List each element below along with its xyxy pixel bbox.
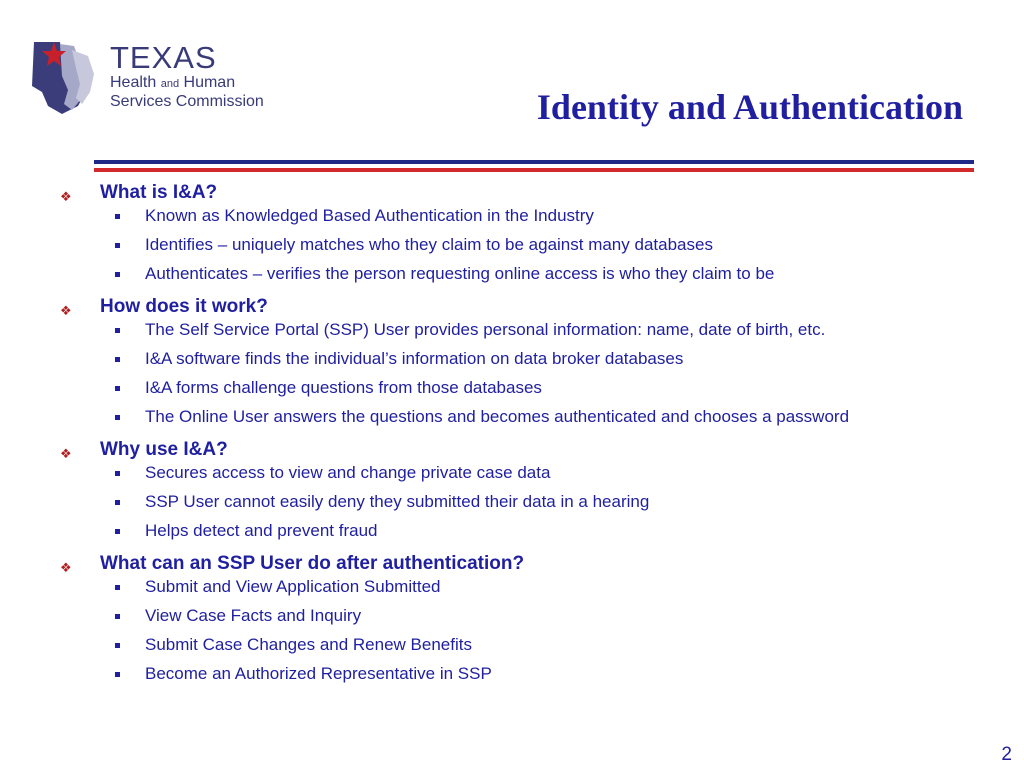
square-bullet-icon [115, 415, 120, 420]
square-bullet-icon [115, 386, 120, 391]
square-bullet-icon [115, 357, 120, 362]
diamond-bullet-icon: ❖ [60, 303, 72, 318]
header-rule-red [94, 168, 974, 172]
list-item [58, 577, 988, 597]
list-item-text: Known as Knowledged Based Authentication in the Industry [145, 206, 594, 225]
list-item-text: Become an Authorized Representative in SSP [145, 664, 492, 683]
list-item [58, 206, 988, 226]
section-heading [58, 296, 988, 318]
list-item [58, 378, 988, 398]
square-bullet-icon [115, 471, 120, 476]
list-item-text: Authenticates – verifies the person requesting online access is who they claim to be [145, 264, 775, 283]
logo-title: TEXAS [110, 40, 217, 75]
page-number: 2 [1001, 744, 1012, 765]
list-item [58, 320, 988, 340]
square-bullet-icon [115, 500, 120, 505]
square-bullet-icon [115, 243, 120, 248]
bullet-list [58, 320, 988, 427]
list-item-text: Helps detect and prevent fraud [145, 521, 378, 540]
list-item-text: Identifies – uniquely matches who they claim to be against many databases [145, 235, 713, 254]
section-heading [58, 439, 988, 461]
section-heading-text: What is I&A? [100, 182, 218, 203]
list-item-text: I&A forms challenge questions from those databases [145, 378, 542, 397]
list-item [58, 606, 988, 626]
section [58, 296, 988, 427]
section-heading [58, 553, 988, 575]
list-item [58, 349, 988, 369]
list-item-text: I&A software finds the individual’s information on data broker databases [145, 349, 684, 368]
diamond-bullet-icon: ❖ [60, 560, 72, 575]
square-bullet-icon [115, 672, 120, 677]
hhsc-logo [28, 36, 268, 118]
section [58, 439, 988, 541]
list-item [58, 664, 988, 684]
slide-title: Identity and Authentication [536, 87, 963, 127]
square-bullet-icon [115, 643, 120, 648]
diamond-bullet-icon: ❖ [60, 446, 72, 461]
section [58, 553, 988, 684]
bullet-list [58, 463, 988, 541]
list-item [58, 492, 988, 512]
list-item-text: The Self Service Portal (SSP) User provides personal information: name, date of birth, etc. [145, 320, 826, 339]
square-bullet-icon [115, 585, 120, 590]
list-item-text: Secures access to view and change private case data [145, 463, 551, 482]
list-item [58, 521, 988, 541]
logo-line-2: Services Commission [110, 93, 264, 110]
square-bullet-icon [115, 272, 120, 277]
list-item [58, 407, 988, 427]
logo-and: and [160, 78, 180, 90]
bullet-list [58, 577, 988, 684]
section-heading-text: How does it work? [100, 296, 268, 317]
section [58, 182, 988, 284]
list-item [58, 235, 988, 255]
logo-health: Health [110, 74, 157, 91]
section-heading [58, 182, 988, 204]
slide-content [58, 182, 988, 696]
square-bullet-icon [115, 328, 120, 333]
logo-line-1 [110, 74, 264, 93]
section-heading-text: Why use I&A? [100, 439, 228, 460]
section-heading-text: What can an SSP User do after authentication? [100, 553, 525, 574]
logo-human: Human [183, 74, 236, 91]
header-rule-blue [94, 160, 974, 164]
list-item-text: The Online User answers the questions and becomes authenticated and chooses a password [145, 407, 850, 426]
list-item-text: SSP User cannot easily deny they submitted their data in a hearing [145, 492, 650, 511]
list-item-text: Submit and View Application Submitted [145, 577, 441, 596]
texas-star-faces-icon [28, 36, 108, 116]
square-bullet-icon [115, 529, 120, 534]
square-bullet-icon [115, 214, 120, 219]
list-item-text: View Case Facts and Inquiry [145, 606, 362, 625]
list-item [58, 463, 988, 483]
list-item [58, 264, 988, 284]
square-bullet-icon [115, 614, 120, 619]
list-item-text: Submit Case Changes and Renew Benefits [145, 635, 472, 654]
bullet-list [58, 206, 988, 284]
diamond-bullet-icon: ❖ [60, 189, 72, 204]
list-item [58, 635, 988, 655]
